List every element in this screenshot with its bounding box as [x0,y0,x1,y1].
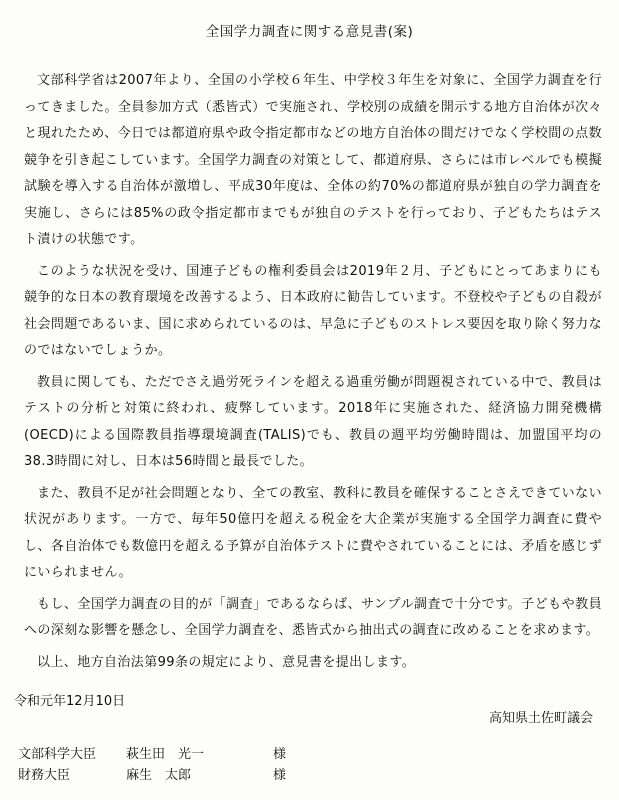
paragraph-2: このような状況を受け、国連子どもの権利委員会は2019年２月、子どもにとってあまりにも競争的な日本の教育環境を改善するよう、日本政府に勧告しています。不登校や子どもの自殺が社会問題であるいま、国に求められているのは、早急に子どものストレス要因を取り除く努力なのではないでしょうか。 [24,263,602,358]
addressee-honorific: 様 [273,747,287,762]
addressee-row [18,765,286,786]
addressee-list [18,744,286,786]
addressee-title: 文部科学大臣 [18,747,97,762]
addressee-honorific: 様 [273,768,287,783]
submitting-organization: 高知県土佐町議会 [488,711,593,726]
paragraph-1: 文部科学省は2007年より、全国の小学校６年生、中学校３年生を対象に、全国学力調査を行ってきました。全員参加方式（悉皆式）で実施され、学校別の成績を開示する地方自治体が次々と現れたため、今日では都道府県や政令指定都市などの地方自治体の間だけでなく学校間の点数競争を引き起こしています。全国学力調査の対策として、都道府県、さらには市レベルでも模擬試験を導入する自治体が激増し、平成30年度は、全体の約70%の都道府県が独自の学力調査を実施し、さらには85%の政令指定都市までもが独自のテストを行っており、子どもたちはテスト漬けの状態です。 [24,73,602,247]
document-date: 令和元年12月10日 [14,694,126,709]
paragraph-3: 教員に関しても、ただでさえ過労死ラインを超える過重労働が問題視されている中で、教員はテストの分析と対策に終われ、疲弊しています。2018年に実施された、経済協力開発機構(OECD)による国際教員指導環境調査(TALIS)でも、教員の週平均労働時間は、加盟国平均の38.3時間に対し、日本は56時間と最長でした。 [24,374,602,469]
addressee-name: 萩生田 光一 [126,747,205,762]
document-title: 全国学力調査に関する意見書(案) [205,24,414,40]
addressee-name: 麻生 太郎 [126,768,192,783]
paragraph-5: もし、全国学力調査の目的が「調査」であるならば、サンプル調査で十分です。子どもや教員への深刻な影響を懸念し、全国学力調査を、悉皆式から抽出式の調査に改めることを求めます。 [24,596,602,638]
paragraph-6: 以上、地方自治法第99条の規定により、意見書を提出します。 [37,654,416,670]
addressee-title: 財務大臣 [18,768,71,783]
paragraph-4: また、教員不足が社会問題となり、全ての教室、教科に教員を確保することさえできていない状況があります。一方で、毎年50億円を超える税金を大企業が実施する全国学力調査に費やし、各自治体でも数億円を超える予算が自治体テストに費やされていることには、矛盾を感じずにいられません。 [24,485,602,580]
addressee-row [18,744,286,765]
document-body [24,68,602,681]
